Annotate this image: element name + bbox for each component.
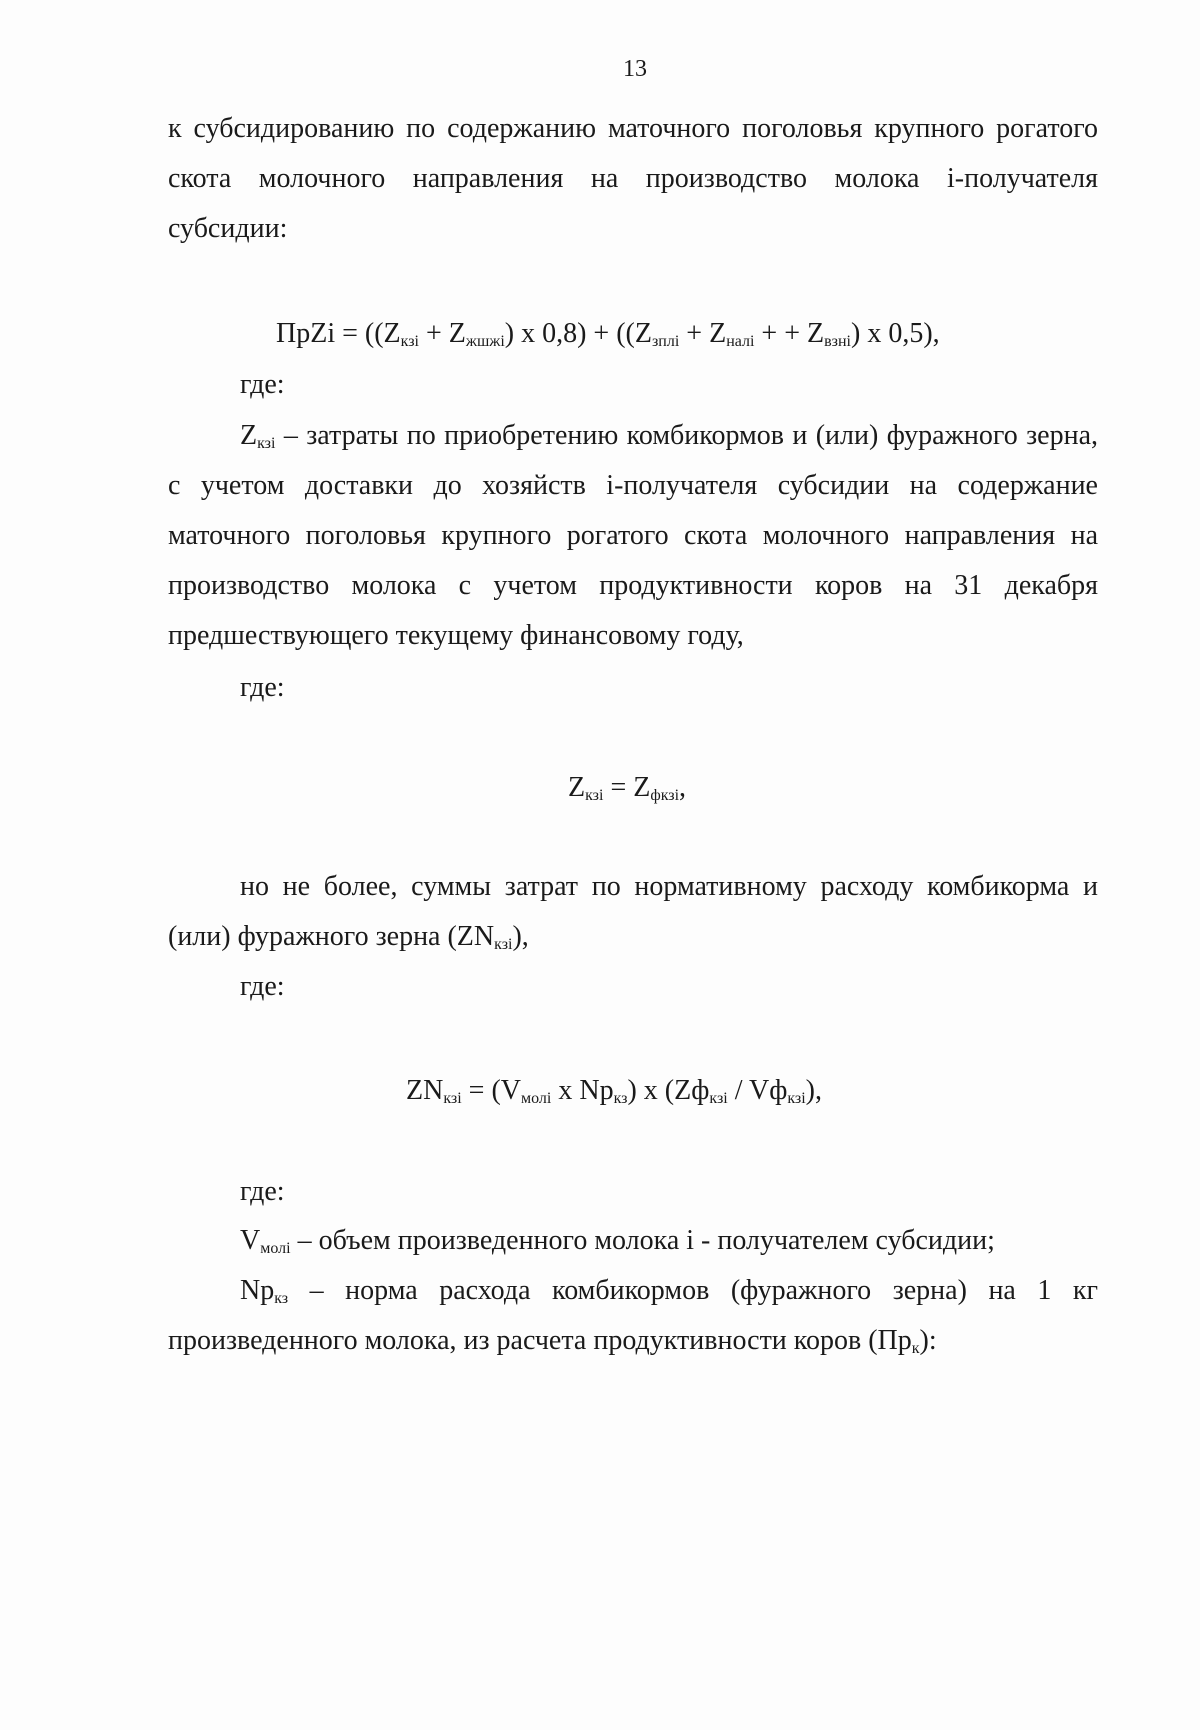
where-label: где: — [240, 1176, 285, 1207]
formula-prz: ПрZi = ($(Z_{кзi} + Z_{жшжi})$ х $0,8) + ((Z_{зплi} + Z_{налi}$ + + $Z_{взнi}$) х 0,5), — [276, 318, 940, 350]
where-label: где: — [240, 369, 285, 400]
definition-npkz: $Np_{кз}$ – норма расхода комбикормов (фуражного зерна) на 1 кг произведенного молока, из расчета продуктивности коров $(Пр_к)$: — [168, 1275, 1098, 1357]
intro-paragraph: к субсидированию по содержанию маточного поголовья крупного рогатого скота молочного направления на производство молока i-получателя субсидии: — [168, 113, 1098, 244]
where-label: где: — [240, 672, 285, 703]
page-number: 13 — [623, 56, 647, 82]
where-label: где: — [240, 971, 285, 1002]
formula-znkzi: $ZN_{кзi} = (V_{молi}$ x $Np_{кз}$) х $(Zф_{кзi} / Vф_{кзi})$, — [406, 1075, 822, 1107]
definition-zkzi: $Z_{кзi}$ – затраты по приобретению комбикормов и (или) фуражного зерна, с учетом доставки до хозяйств i-получателя субсидии на содержание маточного поголовья крупного рогатого скота молочного направления на производство молока с учетом продуктивности коров на 31 декабря предшествующего текущему финансовому году, — [168, 420, 1098, 651]
definition-vmoli: $V_{молi}$ – объем произведенного молока i - получателем субсидии; — [240, 1225, 995, 1257]
limit-paragraph: но не более, суммы затрат по нормативному расходу комбикорма и (или) фуражного зерна $(ZN_{кзi})$, — [168, 871, 1098, 953]
formula-zkzi: $Z_{кзi} = Z_{фкзi}$, — [568, 772, 687, 804]
